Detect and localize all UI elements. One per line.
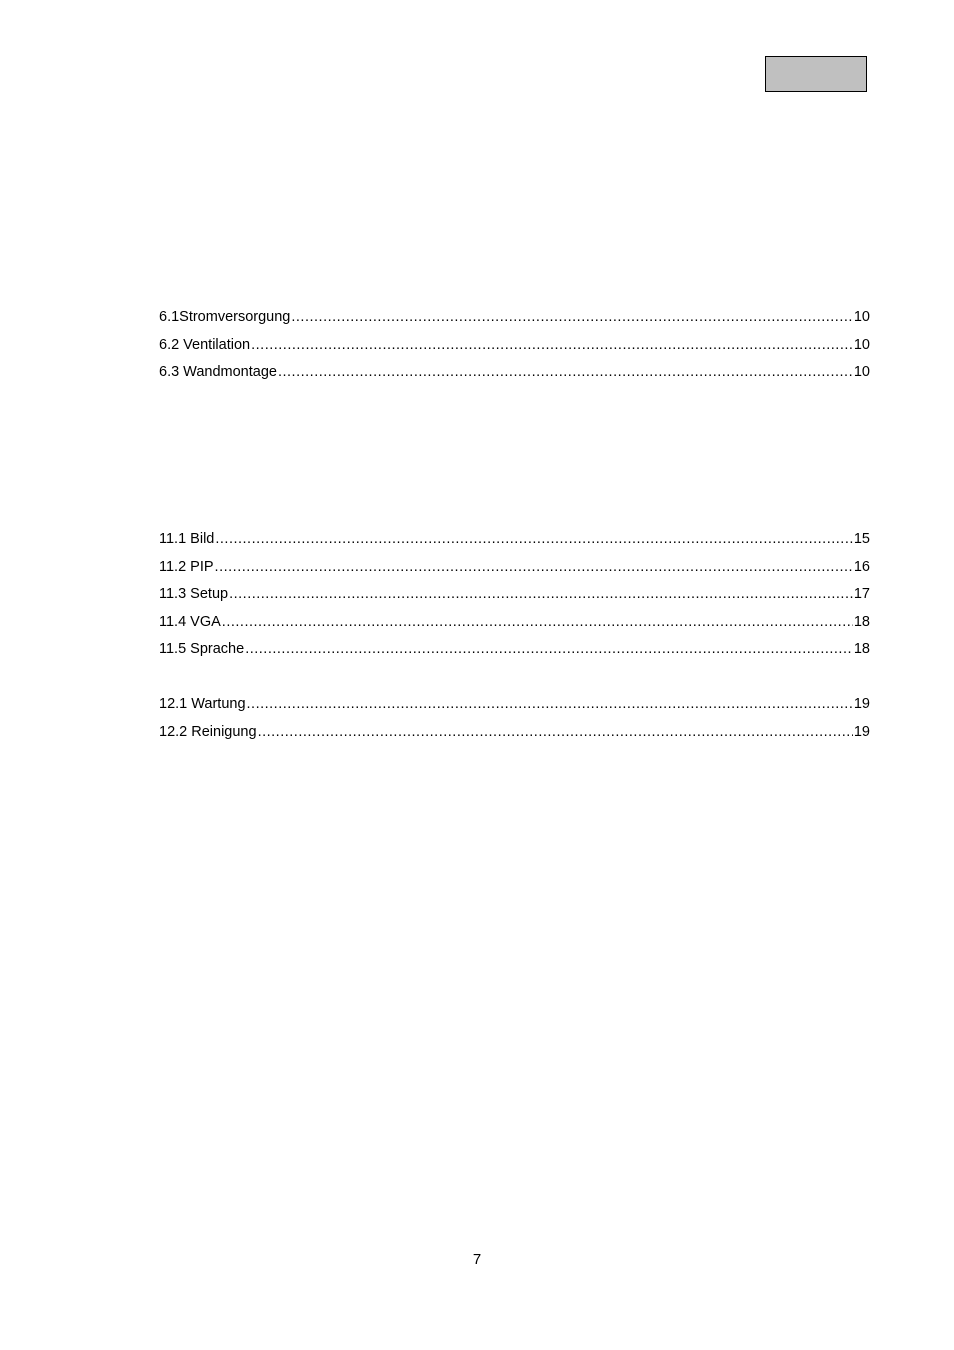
toc-entry-label: 11.3 Setup [159, 586, 229, 603]
toc-entry[interactable] [159, 586, 870, 614]
toc-entry[interactable] [159, 364, 870, 392]
toc-section-11 [159, 531, 870, 669]
toc-entry-page: 10 [853, 336, 870, 353]
toc-entry-label: 11.4 VGA [159, 613, 221, 630]
toc-entry[interactable] [159, 641, 870, 669]
toc-section-6 [159, 309, 870, 392]
toc-entry-label: 12.2 Reinigung [159, 723, 257, 740]
toc-entry[interactable] [159, 337, 870, 365]
toc-section-12 [159, 696, 870, 751]
toc-entry-page: 15 [853, 531, 870, 547]
toc-entry-label: 6.3 Wandmontage [159, 364, 277, 381]
toc-entry-label: 6.2 Ventilation [159, 336, 251, 353]
toc-leader-dots [229, 586, 853, 603]
toc-entry[interactable] [159, 309, 870, 337]
toc-entry-label: 11.1 Bild [159, 531, 215, 547]
toc-entry[interactable] [159, 614, 870, 642]
toc-leader-dots [251, 337, 853, 354]
toc-entry-page: 17 [853, 586, 870, 603]
toc-entry[interactable] [159, 531, 870, 559]
toc-entry-label: 12.1 Wartung [159, 696, 246, 712]
page-number: 7 [472, 1251, 482, 1268]
toc-entry-page: 10 [853, 309, 870, 325]
toc-leader-dots [215, 531, 853, 548]
toc-leader-dots [222, 614, 853, 631]
toc-leader-dots [247, 696, 853, 713]
toc-leader-dots [291, 309, 852, 326]
language-indicator-box [765, 56, 867, 92]
toc-entry-page: 16 [853, 558, 870, 575]
toc-leader-dots [258, 724, 853, 741]
toc-entry-page: 18 [853, 641, 870, 658]
toc-leader-dots [245, 641, 853, 658]
toc-entry-page: 18 [853, 613, 870, 630]
toc-entry-label: 6.1Stromversorgung [159, 309, 291, 325]
toc-leader-dots [278, 364, 853, 381]
toc-entry-page: 10 [853, 364, 870, 381]
toc-entry-label: 11.5 Sprache [159, 641, 245, 658]
toc-entry-page: 19 [853, 723, 870, 740]
toc-entry[interactable] [159, 559, 870, 587]
toc-entry-page: 19 [853, 696, 870, 712]
toc-entry[interactable] [159, 724, 870, 752]
toc-leader-dots [215, 559, 853, 576]
toc-entry-label: 11.2 PIP [159, 558, 214, 575]
toc-entry[interactable] [159, 696, 870, 724]
